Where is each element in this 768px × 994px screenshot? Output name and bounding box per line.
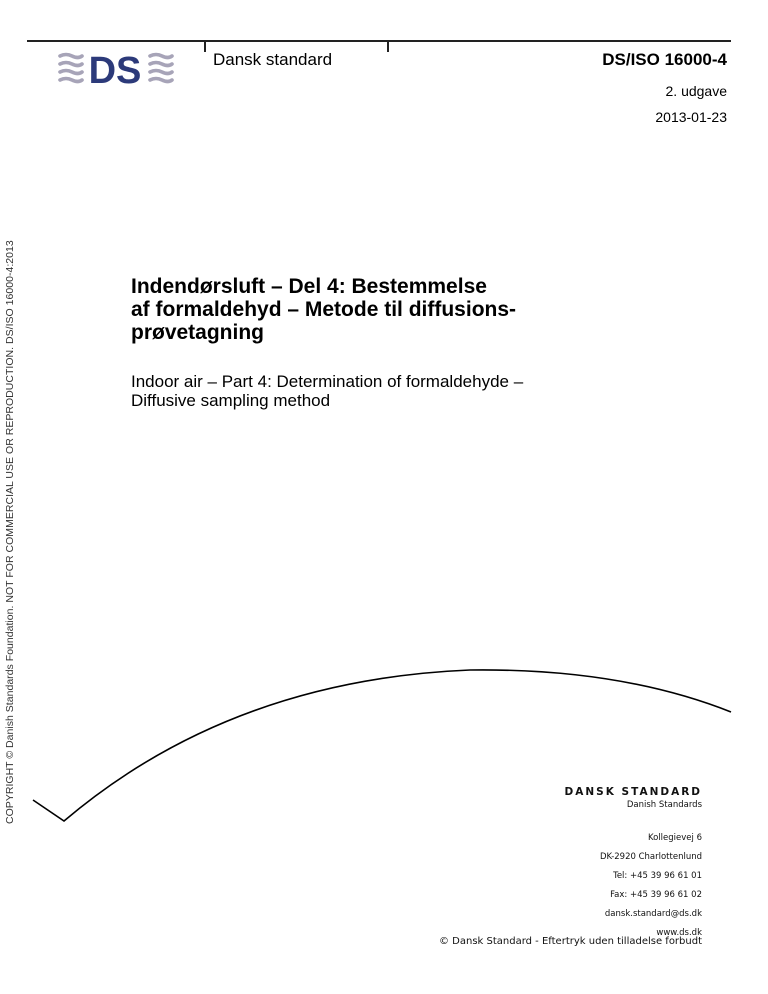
publication-date: 2013-01-23 [655, 109, 727, 125]
copyright-text: COPYRIGHT © Danish Standards Foundation. NOT FOR COMMERCIAL USE OR REPRODUCTION. DS/ISO 16000-4:2013 [4, 240, 16, 824]
organization-name: DANSK STANDARD [564, 786, 702, 798]
telephone: Tel: +45 39 96 61 01 [613, 871, 702, 881]
edition: 2. udgave [665, 83, 727, 99]
legal-notice: © Dansk Standard - Eftertryk uden tilladelse forbudt [438, 936, 702, 947]
organization-subtitle: Danish Standards [626, 800, 702, 810]
title-english-line: Diffusive sampling method [131, 391, 331, 410]
city-line: DK-2920 Charlottenlund [599, 852, 702, 862]
organization-block [565, 786, 702, 943]
brand-label: Dansk standard [213, 50, 333, 69]
fax: Fax: +45 39 96 61 02 [610, 890, 702, 900]
email-link[interactable]: dansk.standard@ds.dk [604, 909, 702, 919]
document-id: DS/ISO 16000-4 [602, 50, 727, 69]
title-danish-line: prøvetagning [131, 321, 265, 344]
logo-text: DS [88, 50, 142, 86]
title-danish-line: Indendørsluft – Del 4: Bestemmelse [131, 275, 487, 298]
website-link[interactable]: www.ds.dk [656, 928, 702, 938]
title-danish-line: af formaldehyd – Metode til diffusions- [131, 298, 517, 321]
address-line: Kollegievej 6 [647, 833, 702, 843]
title-english-line: Indoor air – Part 4: Determination of formaldehyde – [131, 372, 524, 391]
